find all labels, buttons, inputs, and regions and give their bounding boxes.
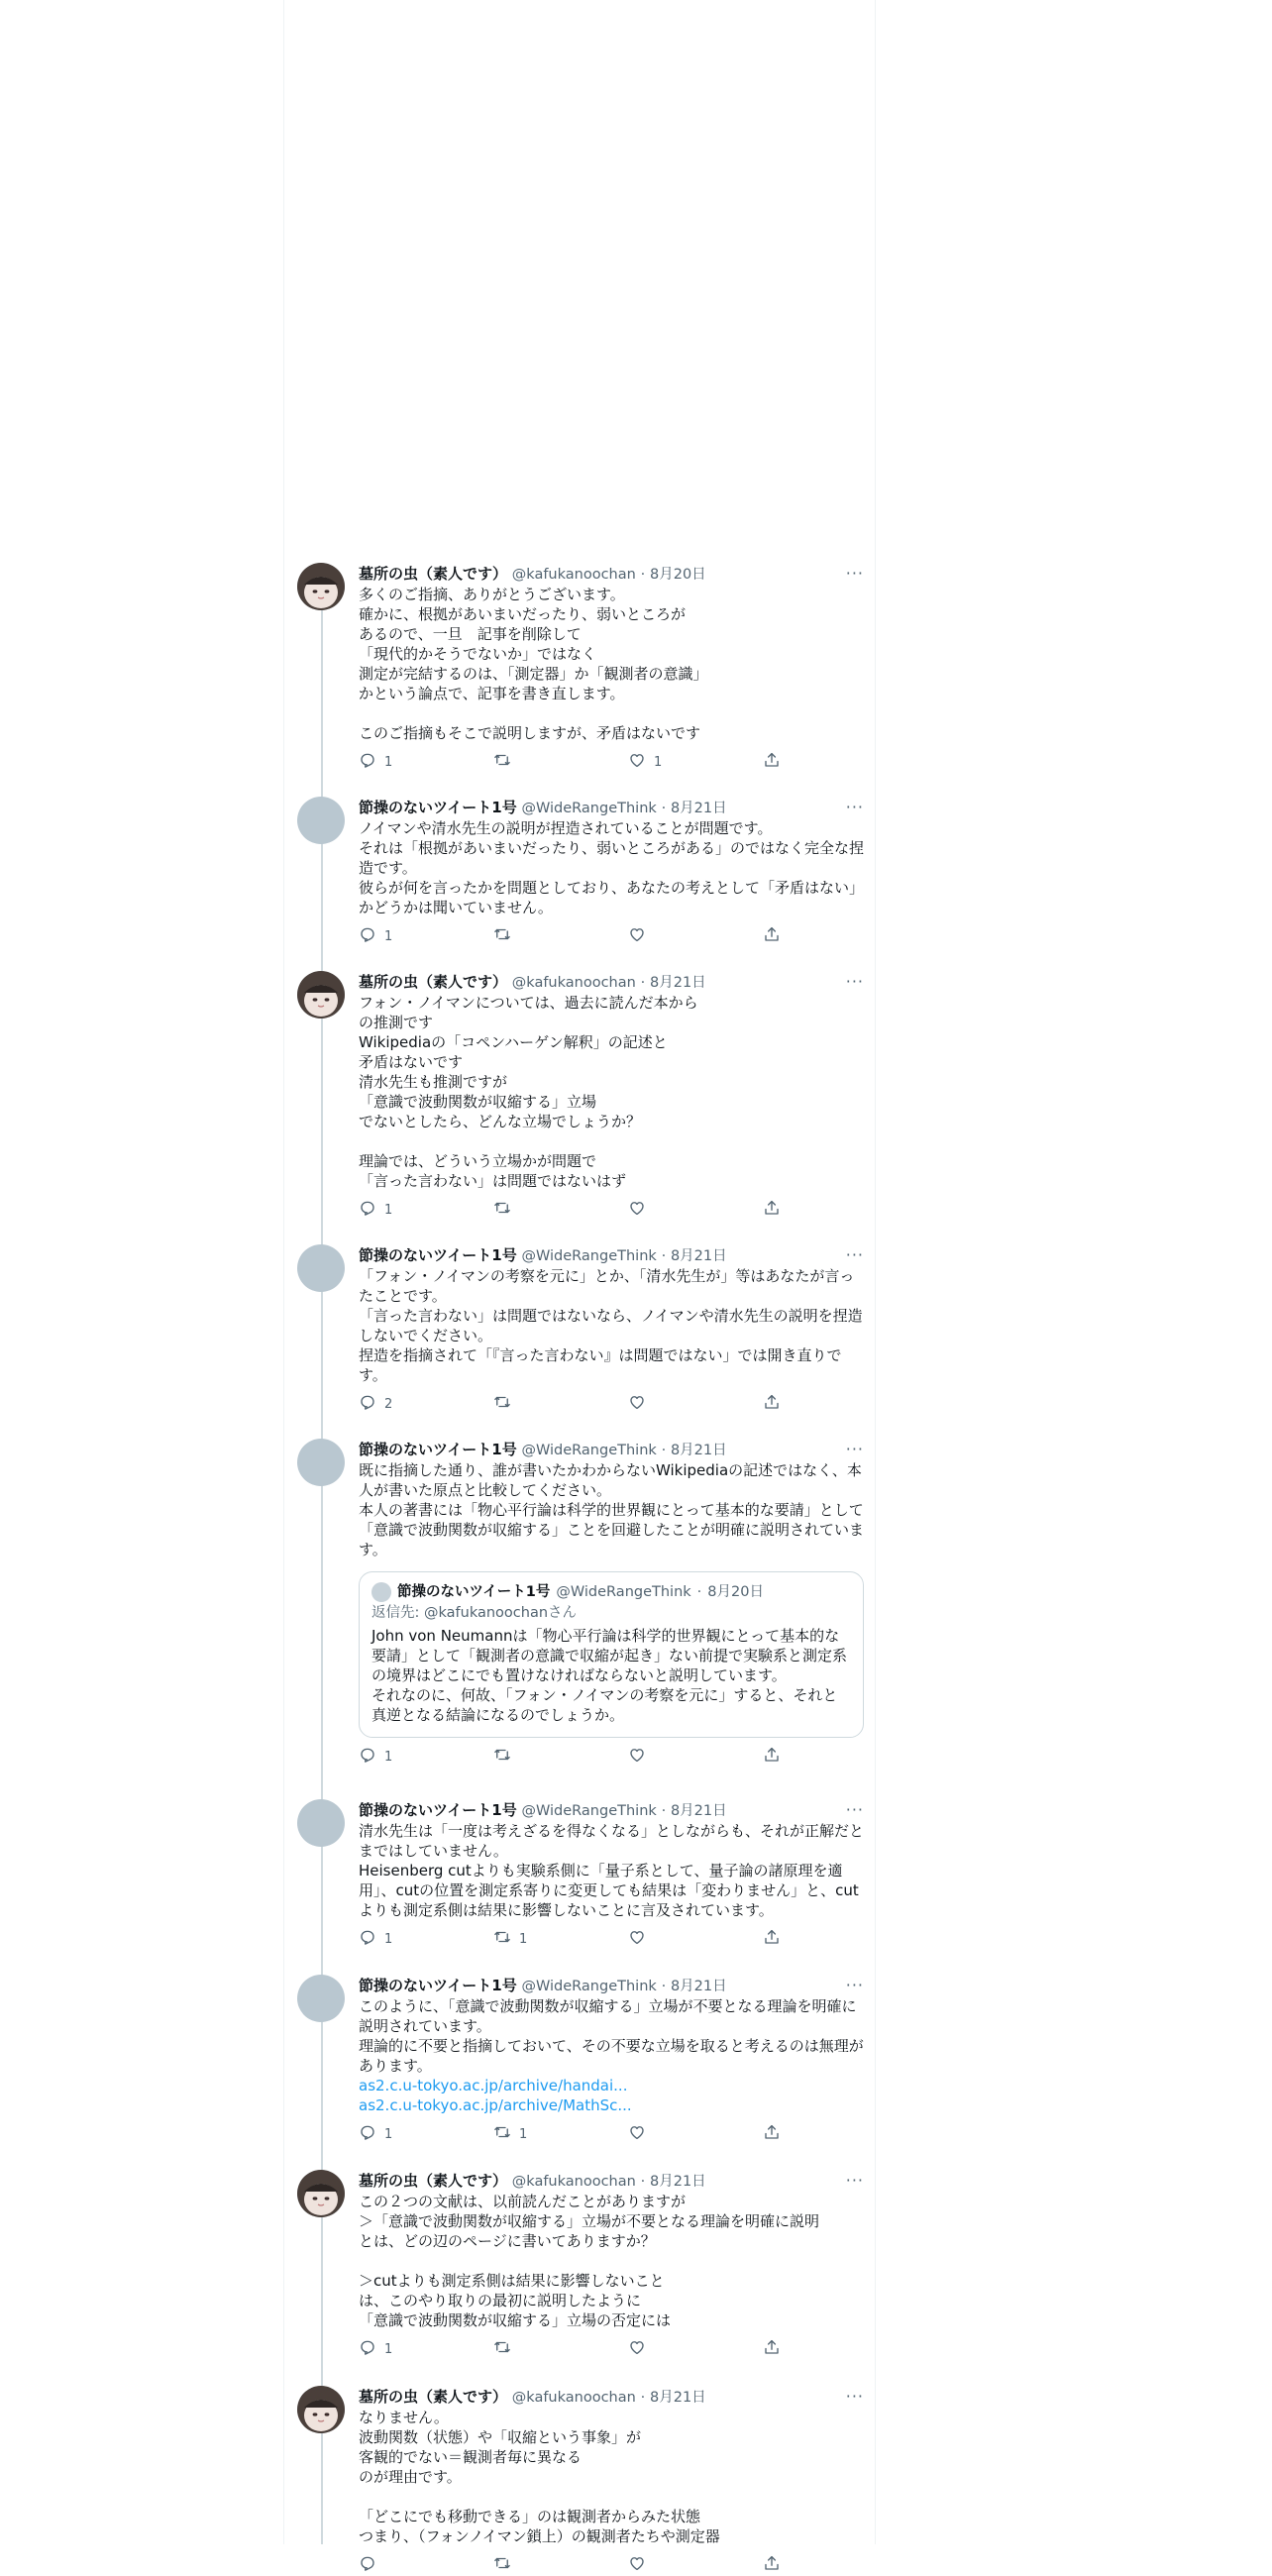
tweet-actions: [359, 2338, 864, 2360]
tweet-header: [359, 563, 864, 585]
reply-to-label: 返信先: @kafukanoochanさん: [371, 1605, 578, 1621]
tweet-date[interactable]: 8月20日: [650, 567, 706, 583]
user-handle[interactable]: @WideRangeThink: [521, 1248, 657, 1264]
heart-icon: [628, 1393, 646, 1415]
separator-dot: ·: [640, 2174, 646, 2190]
like-button[interactable]: [628, 1393, 654, 1415]
display-name[interactable]: 墓所の虫（素人です）: [359, 2172, 508, 2190]
retweet-icon: [493, 2554, 511, 2576]
reply-button[interactable]: [359, 1393, 392, 1415]
user-handle[interactable]: @kafukanoochan: [511, 2174, 636, 2190]
share-icon: [763, 925, 781, 947]
tweet-actions: [359, 751, 864, 773]
like-button[interactable]: [628, 2554, 654, 2576]
retweet-button[interactable]: [493, 1928, 527, 1950]
separator-dot: ·: [661, 1803, 667, 1819]
more-icon[interactable]: ···: [845, 1800, 864, 1819]
quoted-user-handle: @WideRangeThink: [556, 1584, 691, 1600]
tweet-link[interactable]: as2.c.u-tokyo.ac.jp/archive/MathSc...: [359, 2096, 632, 2114]
heart-icon: [628, 1746, 646, 1768]
display-name[interactable]: 墓所の虫（素人です）: [359, 565, 508, 583]
avatar[interactable]: [297, 971, 345, 1019]
share-button[interactable]: [763, 751, 781, 773]
more-icon[interactable]: ···: [845, 1440, 864, 1458]
retweet-count: 1: [519, 2126, 528, 2142]
tweet-link[interactable]: as2.c.u-tokyo.ac.jp/archive/handai...: [359, 2077, 628, 2094]
share-icon: [763, 1393, 781, 1415]
separator-dot: ·: [661, 1979, 667, 1994]
reply-button[interactable]: [359, 2554, 384, 2576]
tweet-text: この２つの文献は、以前読んだことがありますが ＞「意識で波動関数が収縮する」立場が不要となる理論を明確に説明 とは、どの辺のページに書いてありますか？ ＞cutよりも測定系側は結果に影響しないこと は、このやり取りの最初に説明したように 「意識で波動関数が収縮する」立場の否定には: [359, 2193, 820, 2329]
tweet-date[interactable]: 8月21日: [670, 1248, 727, 1264]
tweet-date[interactable]: 8月21日: [670, 1979, 727, 1994]
share-button[interactable]: [763, 2123, 781, 2145]
share-icon: [763, 2338, 781, 2360]
avatar[interactable]: [297, 563, 345, 610]
retweet-icon: [493, 925, 511, 947]
heart-icon: [628, 2554, 646, 2576]
tweet-text: フォン・ノイマンについては、過去に読んだ本から の推測です Wikipediaの「コペンハーゲン解釈」の記述と 矛盾はないです 清水先生も推測ですが 「意識で波動関数が収縮する」立場 でないとしたら、どんな立場でしょうか？ 理論では、どういう立場かが問題で 「言った言わない」は問題ではないはず: [359, 994, 698, 1190]
heart-icon: [628, 925, 646, 947]
avatar[interactable]: [297, 1799, 345, 1847]
like-button[interactable]: [628, 2123, 654, 2145]
avatar[interactable]: [297, 797, 345, 844]
tweet-header: [359, 1439, 864, 1460]
retweet-button[interactable]: [493, 751, 519, 773]
display-name[interactable]: 節操のないツイート1号: [359, 1246, 517, 1264]
retweet-icon: [493, 1199, 511, 1221]
retweet-button[interactable]: [493, 925, 519, 947]
reply-button[interactable]: [359, 2338, 392, 2360]
share-button[interactable]: [763, 1746, 781, 1768]
like-button[interactable]: [628, 925, 654, 947]
reply-button[interactable]: [359, 751, 392, 773]
reply-button[interactable]: [359, 1746, 392, 1768]
tweet-text: 多くのご指摘、ありがとうございます。 確かに、根拠があいまいだったり、弱いところが あるので、一旦 記事を削除して 「現代的かそうでないか」ではなく 測定が完結するのは、「測定器」か「観測者の意識」 かという論点で、記事を書き直します。 このご指摘もそこで説明しますが、矛盾はないです: [359, 586, 708, 742]
share-button[interactable]: [763, 2554, 781, 2576]
user-handle[interactable]: @WideRangeThink: [521, 1803, 657, 1819]
like-button[interactable]: [628, 1199, 654, 1221]
tweet-text: なりません。 波動関数（状態）や「収縮という事象」が 客観的でない＝観測者毎に異なる のが理由です。 「どこにでも移動できる」のは観測者からみた状態 つまり、（フォンノイマン鎖上）の観測者たちや測定器: [359, 2409, 720, 2545]
tweet-header: [359, 1975, 864, 1996]
heart-icon: [628, 2123, 646, 2145]
reply-count: 1: [384, 1202, 393, 1218]
reply-icon: [359, 2123, 376, 2145]
tweet-header: [359, 797, 864, 818]
share-button[interactable]: [763, 2338, 781, 2360]
tweet-date[interactable]: 8月21日: [670, 1803, 727, 1819]
more-icon[interactable]: ···: [845, 972, 864, 991]
heart-icon: [628, 1928, 646, 1950]
tweet-header: [359, 1244, 864, 1266]
tweet-actions: [359, 1199, 864, 1221]
retweet-button[interactable]: [493, 2554, 519, 2576]
share-icon: [763, 1928, 781, 1950]
more-icon[interactable]: ···: [845, 1245, 864, 1264]
avatar[interactable]: [297, 2170, 345, 2217]
more-icon[interactable]: ···: [845, 2387, 864, 2406]
reply-icon: [359, 925, 376, 947]
heart-icon: [628, 2338, 646, 2360]
heart-icon: [628, 751, 646, 773]
quoted-display-name: 節操のないツイート1号: [397, 1584, 551, 1600]
reply-count: 1: [384, 1749, 393, 1765]
share-icon: [763, 751, 781, 773]
quoted-date: 8月20日: [707, 1584, 764, 1600]
like-button[interactable]: [628, 1928, 654, 1950]
retweet-button[interactable]: [493, 1393, 519, 1415]
like-count: 1: [654, 754, 663, 770]
retweet-button[interactable]: [493, 2338, 519, 2360]
like-button[interactable]: [628, 751, 662, 773]
retweet-icon: [493, 1928, 511, 1950]
separator-dot: ·: [640, 2390, 646, 2406]
tweet-text: ノイマンや清水先生の説明が捏造されていることが問題です。 それは「根拠があいまいだったり、弱いところがある」のではなく完全な捏造です。 彼らが何を言ったかを問題としており、あなたの考えとして「矛盾はない」かどうかは聞いていません。: [359, 819, 865, 916]
reply-icon: [359, 2338, 376, 2360]
tweet-header: [359, 1799, 864, 1821]
more-icon[interactable]: ···: [845, 1976, 864, 1994]
reply-button[interactable]: [359, 1199, 392, 1221]
reply-icon: [359, 1928, 376, 1950]
share-button[interactable]: [763, 1393, 781, 1415]
tweet-text: このように、「意識で波動関数が収縮する」立場が不要となる理論を明確に説明されています。 理論的に不要と指摘しておいて、その不要な立場を取ると考えるのは無理があります。: [359, 1997, 864, 2075]
display-name[interactable]: 墓所の虫（素人です）: [359, 973, 508, 991]
heart-icon: [628, 1199, 646, 1221]
retweet-button[interactable]: [493, 2123, 527, 2145]
retweet-button[interactable]: [493, 1746, 519, 1768]
reply-count: 1: [384, 2126, 393, 2142]
retweet-icon: [493, 1746, 511, 1768]
tweet-actions: [359, 1393, 864, 1415]
tweet-date[interactable]: 8月21日: [670, 1443, 727, 1458]
share-icon: [763, 1199, 781, 1221]
avatar[interactable]: [297, 1439, 345, 1486]
display-name[interactable]: 節操のないツイート1号: [359, 1801, 517, 1819]
separator-dot: ·: [661, 801, 667, 816]
user-handle[interactable]: @WideRangeThink: [521, 1979, 657, 1994]
retweet-icon: [493, 2338, 511, 2360]
retweet-count: 1: [519, 1931, 528, 1947]
share-button[interactable]: [763, 1199, 781, 1221]
retweet-icon: [493, 1393, 511, 1415]
quoted-text: John von Neumannは「物心平行論は科学的世界観にとって基本的な要請」として「観測者の意識で収縮が起き」ない前提で実験系と測定系の境界はどこにでも置けなければならないと説明しています。 それなのに、何故、「フォン・ノイマンの考察を元に」すると、それと真逆となる結論になるのでしょうか。: [371, 1627, 848, 1724]
user-handle[interactable]: @WideRangeThink: [521, 801, 657, 816]
separator-dot: ·: [696, 1584, 702, 1600]
tweet-actions: [359, 1928, 864, 1950]
share-button[interactable]: [763, 1928, 781, 1950]
retweet-icon: [493, 2123, 511, 2145]
tweet-text: 既に指摘した通り、誰が書いたかわからないWikipediaの記述ではなく、本人が書いた原点と比較してください。 本人の著書には「物心平行論は科学的世界観にとって基本的な要請」として「意識で波動関数が収縮する」ことを回避したことが明確に説明されています。: [359, 1461, 865, 1558]
tweet-text: 「フォン・ノイマンの考察を元に」とか、「清水先生が」等はあなたが言ったことです。 「言った言わない」は問題ではないなら、ノイマンや清水先生の説明を捏造しないでください。 捏造を指摘されて「『言った言わない』は問題ではない」では開き直りです。: [359, 1267, 863, 1384]
share-icon: [763, 1746, 781, 1768]
thread-connector-line: [321, 594, 323, 2544]
share-button[interactable]: [763, 925, 781, 947]
tweet-date[interactable]: 8月21日: [670, 801, 727, 816]
reply-count: 1: [384, 1931, 393, 1947]
more-icon[interactable]: ···: [845, 2171, 864, 2190]
tweet-actions: [359, 2554, 864, 2576]
tweet-actions: [359, 2123, 864, 2145]
reply-icon: [359, 751, 376, 773]
tweet-header: [359, 2170, 864, 2192]
more-icon[interactable]: ···: [845, 798, 864, 816]
display-name[interactable]: 節操のないツイート1号: [359, 799, 517, 816]
share-icon: [763, 2123, 781, 2145]
separator-dot: ·: [640, 975, 646, 991]
reply-button[interactable]: [359, 925, 392, 947]
tweet-actions: [359, 1746, 864, 1768]
tweet-header: [359, 2386, 864, 2408]
retweet-icon: [493, 751, 511, 773]
avatar[interactable]: [297, 1975, 345, 2022]
display-name[interactable]: 節操のないツイート1号: [359, 1441, 517, 1458]
tweet-date[interactable]: 8月21日: [650, 2390, 706, 2406]
like-button[interactable]: [628, 1746, 654, 1768]
display-name[interactable]: 墓所の虫（素人です）: [359, 2388, 508, 2406]
reply-count: 1: [384, 2341, 393, 2357]
avatar[interactable]: [297, 2386, 345, 2433]
more-icon[interactable]: ···: [845, 564, 864, 583]
tweet-text: 清水先生は「一度は考えざるを得なくなる」としながらも、それが正解だとまではしていません。 Heisenberg cutよりも実験系側に「量子系として、量子論の諸原理を適用」、cutの位置を測定系寄りに変更しても結果は「変わりません」と、cutよりも測定系側は結果に影響しないことに言及されています。: [359, 1822, 865, 1919]
user-handle[interactable]: @kafukanoochan: [511, 567, 636, 583]
user-handle[interactable]: @WideRangeThink: [521, 1443, 657, 1458]
reply-count: 1: [384, 754, 393, 770]
retweet-button[interactable]: [493, 1199, 519, 1221]
separator-dot: ·: [661, 1248, 667, 1264]
reply-button[interactable]: [359, 2123, 392, 2145]
display-name[interactable]: 節操のないツイート1号: [359, 1977, 517, 1994]
reply-icon: [359, 1393, 376, 1415]
tweet-date[interactable]: 8月21日: [650, 975, 706, 991]
user-handle[interactable]: @kafukanoochan: [511, 2390, 636, 2406]
quoted-tweet[interactable]: [359, 1571, 864, 1738]
separator-dot: ·: [661, 1443, 667, 1458]
tweet-date[interactable]: 8月21日: [650, 2174, 706, 2190]
avatar[interactable]: [297, 1244, 345, 1292]
separator-dot: ·: [640, 567, 646, 583]
reply-count: 1: [384, 928, 393, 944]
user-handle[interactable]: @kafukanoochan: [511, 975, 636, 991]
reply-icon: [359, 1199, 376, 1221]
reply-icon: [359, 2554, 376, 2576]
reply-icon: [359, 1746, 376, 1768]
tweet-header: [359, 971, 864, 993]
like-button[interactable]: [628, 2338, 654, 2360]
reply-button[interactable]: [359, 1928, 392, 1950]
avatar[interactable]: [371, 1582, 391, 1602]
share-icon: [763, 2554, 781, 2576]
tweet-actions: [359, 925, 864, 947]
reply-count: 2: [384, 1396, 393, 1412]
